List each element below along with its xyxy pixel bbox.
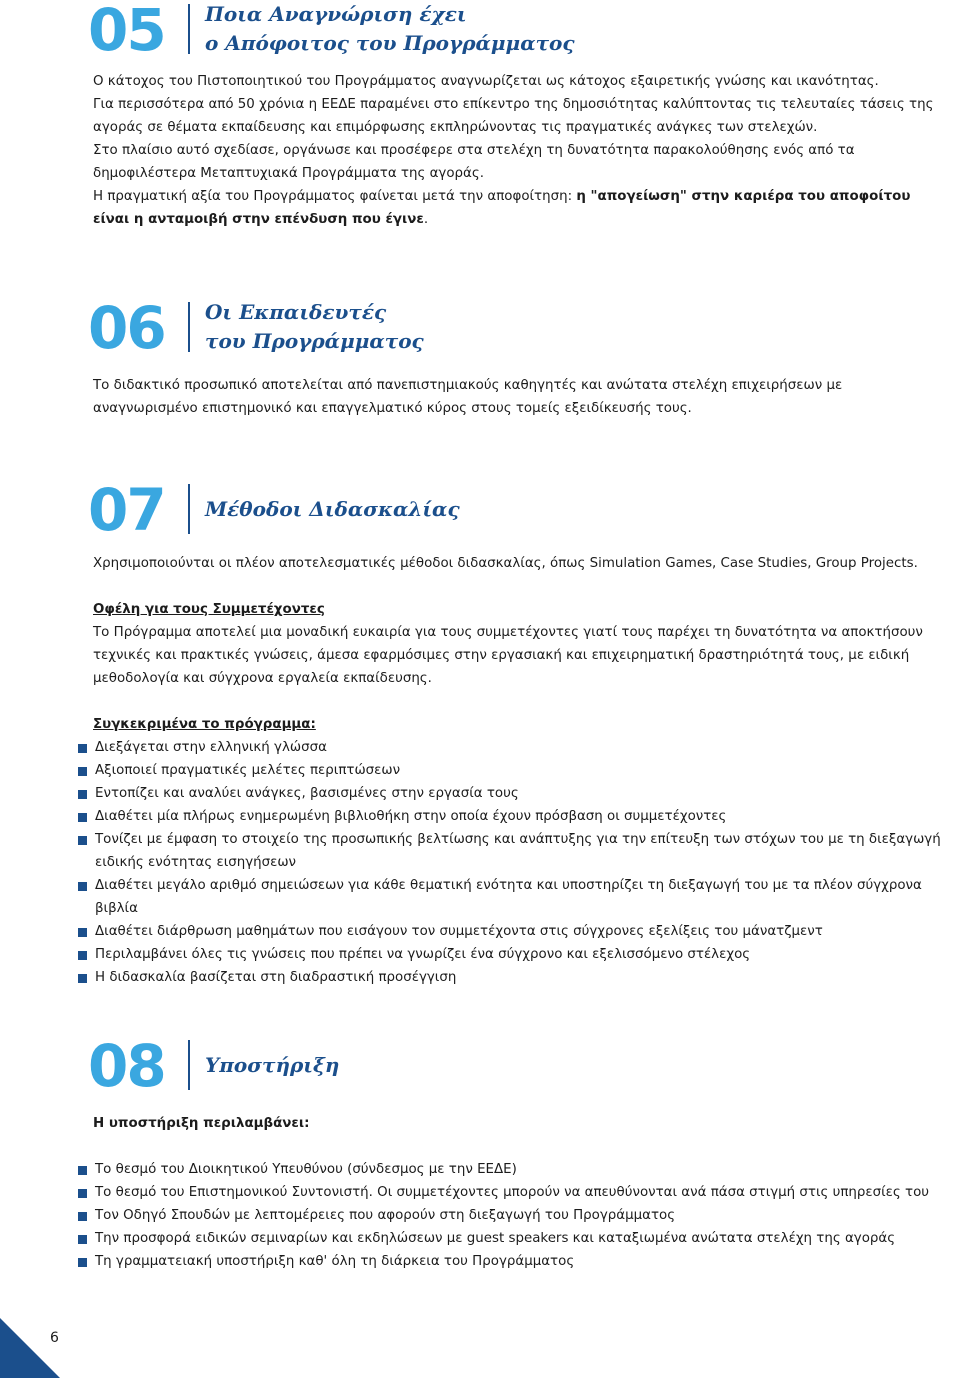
list-item-text: Η διδασκαλία βασίζεται στη διαδραστική προσέγγιση — [95, 970, 457, 985]
list-item — [78, 1181, 958, 1204]
list-item-text: Εντοπίζει και αναλύει ανάγκες, βασισμένες στην εργασία τους — [95, 786, 519, 801]
list-item-text: Αξιοποιεί πραγματικές μελέτες περιπτώσεων — [95, 763, 401, 778]
support-list — [78, 1158, 958, 1273]
bullet-square-icon — [78, 951, 87, 960]
paragraph: Το διδακτικό προσωπικό αποτελείται από πανεπιστημιακούς καθηγητές και ανώτατα στελέχη επιχειρήσεων με αναγνωρισμένο επιστημονικό και επαγγελματικό κύρος στους τομείς εξειδίκευσής τους. — [93, 378, 843, 416]
paragraph: Για περισσότερα από 50 χρόνια η ΕΕΔΕ παραμένει στο επίκεντρο της δημοσιότητας καλύπτοντας τις τελευταίες τάσεις της αγοράς σε θέματα εκπαίδευσης και επιμόρφωσης εκπληρώνοντας τις πραγματικές ανάγκες των στελεχών. — [93, 97, 934, 135]
text: . — [423, 212, 429, 227]
page-corner-triangle — [0, 1318, 60, 1378]
list-item-text: Περιλαμβάνει όλες τις γνώσεις που πρέπει να γνωρίζει ένα σύγχρονο και εξελισσόμενο στέλεχος — [95, 947, 751, 962]
section-number: 06 — [88, 294, 165, 362]
section-title — [205, 0, 905, 58]
subheading — [93, 1112, 943, 1135]
section-title-line2: ο Απόφοιτος του Προγράμματος — [205, 31, 575, 55]
list-item-text: Τονίζει με έμφαση το στοιχείο της προσωπικής βελτίωσης και ανάπτυξης για την επίτευξη των στόχων του με τη διεξαγωγή ειδικής ενότητας εισηγήσεων — [95, 832, 941, 870]
divider — [188, 4, 190, 54]
emphasis-text: η "απογείωση" στην καριέρα του αποφοίτου είναι η ανταμοιβή στην επένδυση που έγινε — [93, 189, 911, 227]
bullet-square-icon — [78, 1166, 87, 1175]
list-item-text: Την προσφορά ειδικών σεμιναρίων και εκδηλώσεων με guest speakers και καταξιωμένα ανώτατα στελέχη της αγοράς — [95, 1231, 896, 1246]
list-item-text: Διαθέτει μεγάλο αριθμό σημειώσεων για κάθε θεματική ενότητα και υποστηρίζει τη διεξαγωγή του με τα πλέον σύγχρονα βιβλία — [95, 878, 922, 916]
section-title-line2: του Προγράμματος — [205, 329, 424, 353]
list-item — [78, 736, 958, 759]
paragraph: Χρησιμοποιούνται οι πλέον αποτελεσματικές μέθοδοι διδασκαλίας, όπως Simulation Games, Case Studies, Group Projects. — [93, 556, 918, 571]
bullet-square-icon — [78, 882, 87, 891]
list-item-text: Διαθέτει μία πλήρως ενημερωμένη βιβλιοθήκη στην οποία έχουν πρόσβαση οι συμμετέχοντες — [95, 809, 727, 824]
section-title-line1: Οι Εκπαιδευτές — [205, 300, 387, 324]
page-number: 6 — [50, 1330, 59, 1346]
program-features-list — [78, 736, 958, 989]
bullet-square-icon — [78, 928, 87, 937]
bullet-square-icon — [78, 974, 87, 983]
bullet-square-icon — [78, 813, 87, 822]
section-number: 08 — [88, 1032, 165, 1100]
subheading — [93, 598, 943, 621]
paragraph: Το Πρόγραμμα αποτελεί μια μοναδική ευκαιρία για τους συμμετέχοντες γιατί τους παρέχει τη δυνατότητα να αποκτήσουν τεχνικές και πρακτικές γνώσεις, άμεσα εφαρμόσιμες στην εργασιακή και επιχειρηματική δραστηριότητά τους, με ειδική μεθοδολογία και σύγχρονα εργαλεία εκπαίδευσης. — [93, 625, 923, 686]
bullet-square-icon — [78, 1258, 87, 1267]
section-title: Υποστήριξη — [205, 1053, 340, 1077]
bullet-square-icon — [78, 1235, 87, 1244]
list-item — [78, 782, 958, 805]
text: Η πραγματική αξία του Προγράμματος φαίνεται μετά την αποφοίτηση: — [93, 189, 577, 204]
list-item-text: Διεξάγεται στην ελληνική γλώσσα — [95, 740, 327, 755]
subheading-text: Συγκεκριμένα το πρόγραμμα: — [93, 717, 316, 732]
list-item-text: Το θεσμό του Διοικητικού Υπευθύνου (σύνδεσμος με την ΕΕΔΕ) — [95, 1162, 517, 1177]
section-number: 07 — [88, 476, 165, 544]
subheading — [93, 713, 943, 736]
list-item-text: Τη γραμματειακή υποστήριξη καθ' όλη τη διάρκεια του Προγράμματος — [95, 1254, 575, 1269]
list-item — [78, 805, 958, 828]
bullet-square-icon — [78, 1212, 87, 1221]
bullet-square-icon — [78, 790, 87, 799]
list-item — [78, 1158, 958, 1181]
list-item — [78, 943, 958, 966]
section-title — [205, 298, 905, 356]
subheading-text: Η υποστήριξη περιλαμβάνει: — [93, 1116, 310, 1131]
list-item-text: Τον Οδηγό Σπουδών με λεπτομέρειες που αφορούν στη διεξαγωγή του Προγράμματος — [95, 1208, 676, 1223]
list-item-text: Διαθέτει διάρθρωση μαθημάτων που εισάγουν τον συμμετέχοντα στις σύγχρονες εξελίξεις του μάνατζμεντ — [95, 924, 823, 939]
divider — [188, 302, 190, 352]
subheading-text: Οφέλη για τους Συμμετέχοντες — [93, 602, 325, 617]
list-item — [78, 966, 958, 989]
paragraph — [93, 185, 943, 231]
bullet-square-icon — [78, 744, 87, 753]
list-item — [78, 1250, 958, 1273]
section-title: Μέθοδοι Διδασκαλίας — [205, 497, 460, 521]
list-item — [78, 1204, 958, 1227]
bullet-square-icon — [78, 836, 87, 845]
section-number: 05 — [88, 0, 165, 64]
list-item — [78, 828, 958, 874]
list-item — [78, 874, 958, 920]
list-item-text: Το θεσμό του Επιστημονικού Συντονιστή. Οι συμμετέχοντες μπορούν να απευθύνονται ανά πάσα στιγμή στις υπηρεσίες του — [95, 1185, 930, 1200]
divider — [188, 1040, 190, 1090]
bullet-square-icon — [78, 1189, 87, 1198]
list-item — [78, 759, 958, 782]
divider — [188, 484, 190, 534]
section-title-line1: Ποια Αναγνώριση έχει — [205, 2, 467, 26]
list-item — [78, 1227, 958, 1250]
paragraph: Στο πλαίσιο αυτό σχεδίασε, οργάνωσε και προσέφερε στα στελέχη τη δυνατότητα παρακολούθησης ενός από τα δημοφιλέστερα Μεταπτυχιακά Προγράμματα της αγοράς. — [93, 143, 855, 181]
paragraph: Ο κάτοχος του Πιστοποιητικού του Προγράμματος αναγνωρίζεται ως κάτοχος εξαιρετικής γνώσης και ικανότητας. — [93, 74, 879, 89]
bullet-square-icon — [78, 767, 87, 776]
list-item — [78, 920, 958, 943]
